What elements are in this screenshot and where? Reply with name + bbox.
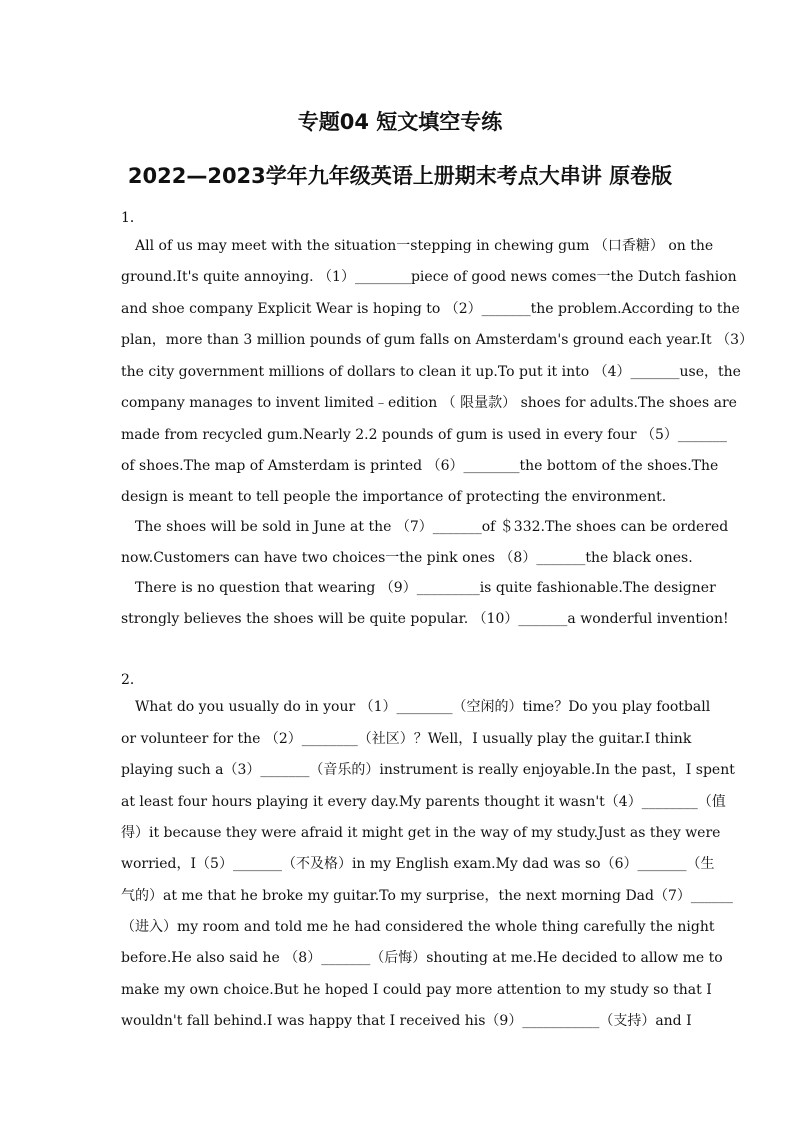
page-title: 专题04 短文填空专练 (297, 110, 503, 134)
passage-line: strongly believes the shoes will be quite popular. （10）_______a wonderful invention! (121, 611, 729, 627)
passage-line: 气的）at me that he broke my guitar.To my surprise，the next morning Dad（7）______ (121, 888, 733, 904)
passage-line: before.He also said he （8）_______（后悔）shouting at me.He decided to allow me to (121, 950, 723, 966)
passage-line: made from recycled gum.Nearly 2.2 pounds of gum is used in every four （5）_______ (121, 427, 727, 443)
passage-line: playing such a（3）_______（音乐的）instrument is really enjoyable.In the past，I spent (121, 762, 735, 778)
passage-line: make my own choice.But he hoped I could pay more attention to my study so that I (121, 982, 712, 998)
passage-line: of shoes.The map of Amsterdam is printed （6）________the bottom of the shoes.The (121, 458, 719, 474)
passage-line: （进入）my room and told me he had considered the whole thing carefully the night (121, 919, 715, 935)
passage-line: plan，more than 3 million pounds of gum falls on Amsterdam's ground each year.It （3） (121, 332, 753, 348)
passage-line: All of us may meet with the situation一stepping in chewing gum （口香糖） on the (135, 238, 714, 254)
passage-line: and shoe company Explicit Wear is hoping to （2）_______the problem.According to the (121, 301, 740, 317)
passage-line: or volunteer for the （2）________（社区）？Well，I usually play the guitar.I think (121, 731, 692, 747)
passage-line: ground.It's quite annoying. （1）________piece of good news comes一the Dutch fashion (121, 269, 737, 285)
question-1-number: 1． (121, 210, 144, 226)
passage-line: the city government millions of dollars to clean it up.To put it into （4）_______use，the (121, 364, 741, 380)
passage-line: 得）it because they were afraid it might get in the way of my study.Just as they were (121, 825, 721, 841)
passage-line: at least four hours playing it every day.My parents thought it wasn't（4）________（值 (121, 794, 726, 810)
passage-line: There is no question that wearing （9）_________is quite fashionable.The designer (135, 580, 716, 596)
passage-line: wouldn't fall behind.I was happy that I received his（9）___________（支持）and I (121, 1013, 692, 1029)
passage-line: now.Customers can have two choices一the pink ones （8）_______the black ones. (121, 550, 693, 566)
question-2-number: 2． (121, 672, 144, 688)
passage-line: company manages to invent limited﹣edition （ 限量款） shoes for adults.The shoes are (121, 395, 737, 411)
page-subtitle: 2022—2023学年九年级英语上册期末考点大串讲 原卷版 (127, 164, 673, 188)
passage-line: worried，I（5）_______（不及格）in my English exam.My dad was so（6）_______（生 (121, 856, 715, 872)
passage-line: What do you usually do in your （1）________（空闲的）time？Do you play football (135, 699, 711, 715)
passage-line: The shoes will be sold in June at the （7）_______of ＄332.The shoes can be ordered (135, 519, 729, 535)
passage-line: design is meant to tell people the importance of protecting the environment. (121, 489, 667, 505)
